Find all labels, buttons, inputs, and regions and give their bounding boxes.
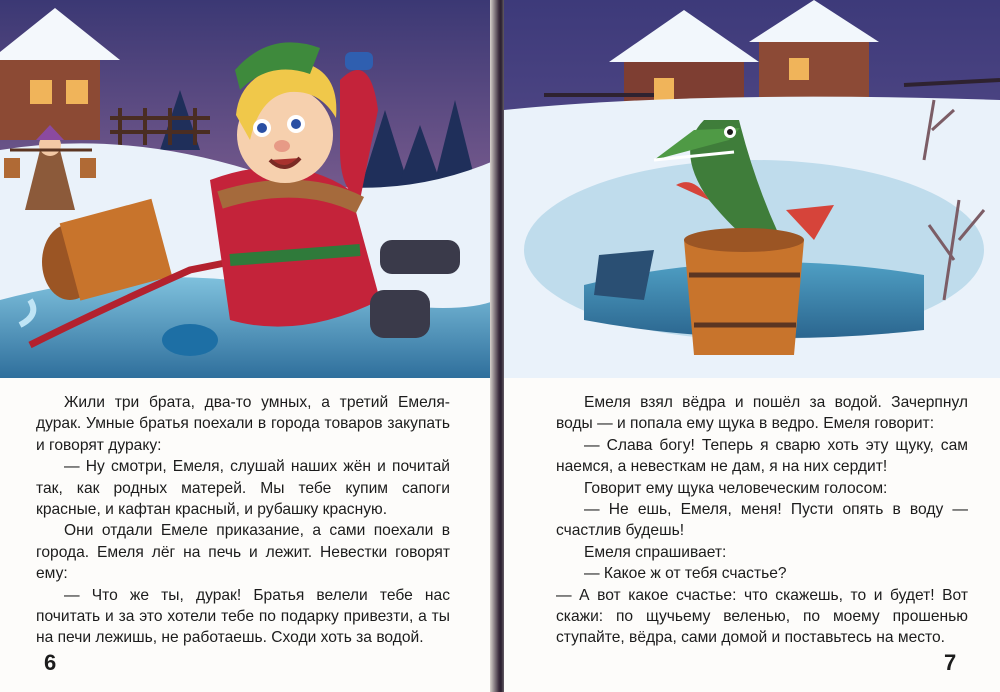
paragraph: — Не ешь, Емеля, меня! Пусти опять в воду — счастлив будешь!: [556, 501, 968, 540]
left-page: [0, 0, 496, 692]
emelya-illustration: [0, 0, 496, 378]
paragraph: — А вот какое счастье: что скажешь, то и будет! Вот скажи: по щучьему веленью, по моему прошенью ступайте, вёдра, сами домой и поставьтесь на место.: [556, 586, 968, 647]
paragraph: — Что же ты, дурак! Братья велели тебе нас почитать и за это хотели тебе по подарку привезти, а ты на печи лежишь, не работаешь. Сходи хоть за водой.: [36, 586, 450, 647]
page-number-left: 6: [44, 650, 57, 675]
paragraph: Говорит ему щука человеческим голосом:: [584, 479, 888, 497]
story-text-left: [36, 392, 450, 649]
story-text-right: [556, 392, 968, 649]
paragraph: — Ну смотри, Емеля, слушай наших жён и почитай так, как родных матерей. Мы тебе купим сапоги красные, и кафтан красный, и рубашку красную.: [36, 458, 450, 519]
paragraph: Они отдали Емеле приказание, а сами поехали в города. Емеля лёг на печь и лежит. Невестки говорят ему:: [36, 522, 450, 583]
paragraph: — Слава богу! Теперь я сварю хоть эту щуку, сам наемся, а невесткам не дам, я на них сердит!: [556, 436, 968, 476]
right-page: [504, 0, 1000, 692]
paragraph: Емеля спрашивает:: [584, 543, 727, 561]
paragraph: Жили три брата, два-то умных, а третий Емеля-дурак. Умные братья поехали в города товаров закупать и говорят дураку:: [36, 394, 450, 454]
paragraph: Емеля взял вёдра и пошёл за водой. Зачерпнул воды — и попала ему щука в ведро. Емеля говорит:: [556, 394, 968, 433]
pike-illustration: [504, 0, 1000, 378]
paragraph: — Какое ж от тебя счастье?: [584, 565, 787, 583]
page-number-right: 7: [944, 650, 957, 675]
